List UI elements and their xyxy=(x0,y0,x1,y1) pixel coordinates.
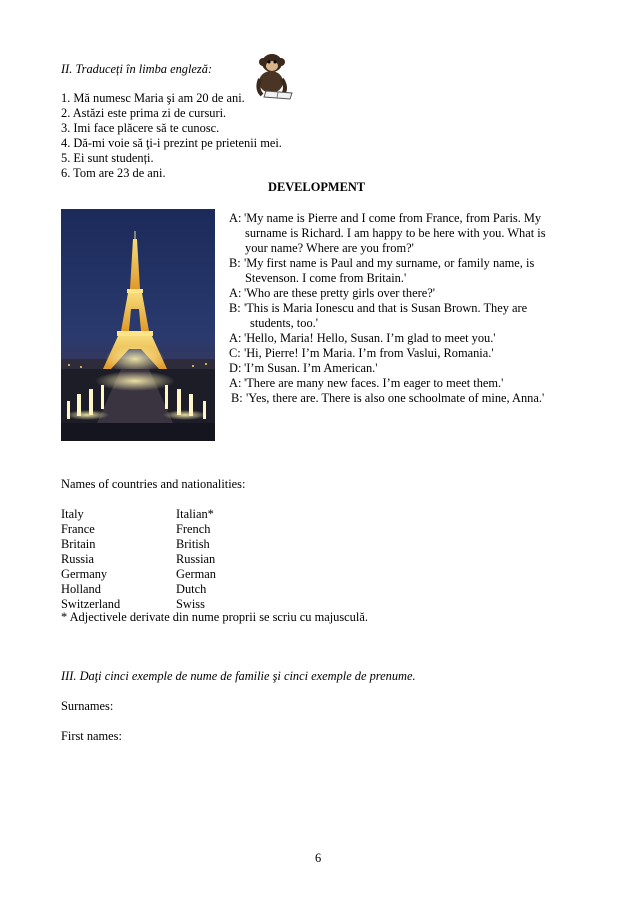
country-name: France xyxy=(61,522,95,536)
dialogue-speaker: A: xyxy=(229,376,242,390)
dialogue-speaker: A: xyxy=(229,331,242,345)
nationality-name: Italian* xyxy=(176,507,214,521)
development-title: DEVELOPMENT xyxy=(268,180,366,194)
country-name: Holland xyxy=(61,582,101,596)
monkey-reading-book-icon xyxy=(252,51,294,101)
dialogue-line: 'I’m Susan. I’m American.' xyxy=(244,361,378,375)
exercise-2-item: 1. Mă numesc Maria şi am 20 de ani. xyxy=(61,91,245,105)
exercise-2-item: 4. Dă-mi voie să ţi-i prezint pe prietenii mei. xyxy=(61,136,282,150)
country-name: Britain xyxy=(61,537,96,551)
exercise-2-item: 3. Imi face plăcere să te cunosc. xyxy=(61,121,220,135)
countries-footnote: * Adjectivele derivate din nume proprii se scriu cu majusculă. xyxy=(61,610,368,624)
dialogue-line: 'Hello, Maria! Hello, Susan. I’m glad to meet you.' xyxy=(244,331,496,345)
dialogue-line: 'My name is Pierre and I come from France, from Paris. My xyxy=(244,211,542,225)
nationality-name: French xyxy=(176,522,211,536)
page-number: 6 xyxy=(315,851,322,865)
dialogue-speaker: A: xyxy=(229,211,242,225)
dialogue-speaker: B: xyxy=(231,391,243,405)
country-name: Russia xyxy=(61,552,95,566)
country-name: Germany xyxy=(61,567,108,581)
first-names-label: First names: xyxy=(61,729,122,743)
dialogue-line: 'Who are these pretty girls over there?' xyxy=(244,286,435,300)
dialogue-line: 'Hi, Pierre! I’m Maria. I’m from Vaslui, Romania.' xyxy=(244,346,494,360)
dialogue-speaker: C: xyxy=(229,346,241,360)
dialogue-speaker: D: xyxy=(229,361,242,375)
exercise-2-item: 6. Tom are 23 de ani. xyxy=(61,166,166,180)
dialogue-speaker: B: xyxy=(229,301,241,315)
nationality-name: Russian xyxy=(176,552,216,566)
nationality-name: Dutch xyxy=(176,582,207,596)
country-name: Italy xyxy=(61,507,84,521)
nationality-name: Swiss xyxy=(176,597,205,611)
dialogue-line: surname is Richard. I am happy to be here with you. What is xyxy=(245,226,546,240)
dialogue-line: 'This is Maria Ionescu and that is Susan Brown. They are xyxy=(244,301,528,315)
country-name: Switzerland xyxy=(61,597,121,611)
surnames-label: Surnames: xyxy=(61,699,114,713)
countries-heading: Names of countries and nationalities: xyxy=(61,477,246,491)
exercise-2-heading: II. Traduceți în limba engleză: xyxy=(61,62,213,76)
dialogue-line: 'Yes, there are. There is also one schoolmate of mine, Anna.' xyxy=(246,391,545,405)
nationality-name: British xyxy=(176,537,210,551)
dialogue-line: students, too.' xyxy=(250,316,318,330)
dialogue-line: 'My first name is Paul and my surname, or family name, is xyxy=(244,256,535,270)
exercise-2-item: 5. Ei sunt studenți. xyxy=(61,151,154,165)
dialogue-line: 'There are many new faces. I’m eager to meet them.' xyxy=(244,376,504,390)
dialogue-line: Stevenson. I come from Britain.' xyxy=(245,271,407,285)
dialogue-speaker: B: xyxy=(229,256,241,270)
exercise-3-heading: III. Daţi cinci exemple de nume de familie şi cinci exemple de prenume. xyxy=(61,669,416,683)
exercise-2-item: 2. Astăzi este prima zi de cursuri. xyxy=(61,106,227,120)
dialogue-line: your name? Where are you from?' xyxy=(245,241,414,255)
eiffel-tower-photo xyxy=(61,209,215,441)
nationality-name: German xyxy=(176,567,216,581)
dialogue-speaker: A: xyxy=(229,286,242,300)
